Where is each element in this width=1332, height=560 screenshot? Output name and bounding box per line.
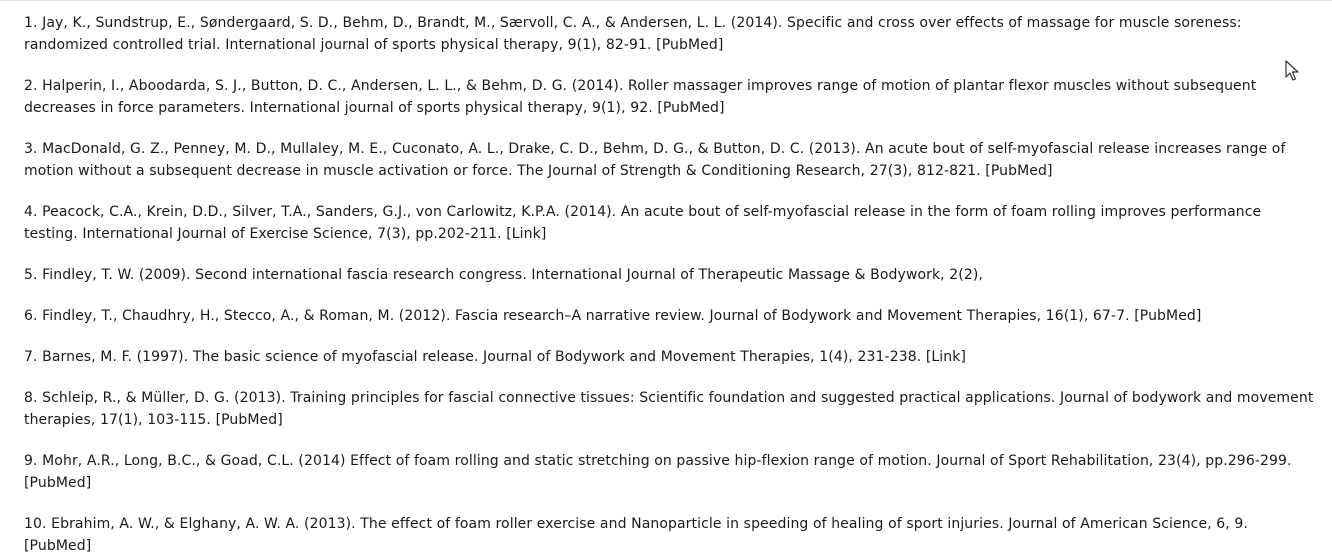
reference-item <box>24 305 1314 327</box>
reference-item <box>24 264 1314 286</box>
reference-number: 5. <box>24 267 38 283</box>
reference-text: Findley, T., Chaudhry, H., Stecco, A., & Roman, M. (2012). Fascia research–A narrative review. Journal of Bodywork and Movement Therapies, 16(1), 67-7. <box>42 308 1130 324</box>
reference-number: 6. <box>24 308 38 324</box>
mouse-cursor-icon <box>1285 60 1299 82</box>
reference-number: 10. <box>24 516 47 532</box>
reference-item <box>24 12 1314 56</box>
reference-item <box>24 387 1314 431</box>
reference-item <box>24 201 1314 245</box>
reference-number: 8. <box>24 390 38 406</box>
reference-text: Jay, K., Sundstrup, E., Søndergaard, S. D., Behm, D., Brandt, M., Særvoll, C. A., & Andersen, L. L. (2014). Specific and cross over effects of massage for muscle soreness: randomized controlled trial. International journal of sports physical therapy, 9(1), 82-91. <box>24 15 1242 53</box>
reference-number: 4. <box>24 204 38 220</box>
reference-item <box>24 138 1314 182</box>
reference-text: Barnes, M. F. (1997). The basic science of myofascial release. Journal of Bodywork and Movement Therapies, 1(4), 231-238. <box>42 349 922 365</box>
reference-item <box>24 75 1314 119</box>
reference-link[interactable]: [PubMed] <box>24 538 92 554</box>
top-divider <box>0 0 1332 1</box>
reference-link[interactable]: [PubMed] <box>985 163 1053 179</box>
reference-number: 1. <box>24 15 38 31</box>
reference-text: Mohr, A.R., Long, B.C., & Goad, C.L. (2014) Effect of foam rolling and static stretching on passive hip-flexion range of motion. Journal of Sport Rehabilitation, 23(4), pp.296-299. <box>42 453 1292 469</box>
reference-number: 2. <box>24 78 38 94</box>
reference-number: 9. <box>24 453 38 469</box>
reference-link[interactable]: [Link] <box>925 349 967 365</box>
reference-number: 7. <box>24 349 38 365</box>
reference-text: Peacock, C.A., Krein, D.D., Silver, T.A., Sanders, G.J., von Carlowitz, K.P.A. (2014). An acute bout of self-myofascial release in the form of foam rolling improves performance testing. International Journal of Exercise Science, 7(3), pp.202-211. <box>24 204 1262 242</box>
reference-text: Halperin, I., Aboodarda, S. J., Button, D. C., Andersen, L. L., & Behm, D. G. (2014). Roller massager improves range of motion of plantar flexor muscles without subsequent decreases in force parameters. International journal of sports physical therapy, 9(1), 92. <box>24 78 1257 116</box>
reference-link[interactable]: [PubMed] <box>656 37 724 53</box>
reference-text: Findley, T. W. (2009). Second international fascia research congress. International Journal of Therapeutic Massage & Bodywork, 2(2), <box>42 267 983 283</box>
reference-text: MacDonald, G. Z., Penney, M. D., Mullaley, M. E., Cuconato, A. L., Drake, C. D., Behm, D. G., & Button, D. C. (2013). An acute bout of self-myofascial release increases range of motion without a subsequent decrease in muscle activation or force. The Journal of Strength & Conditioning Research, 27(3), 812-821. <box>24 141 1286 179</box>
reference-link[interactable]: [PubMed] <box>215 412 283 428</box>
reference-number: 3. <box>24 141 38 157</box>
reference-list <box>24 12 1314 557</box>
reference-item <box>24 346 1314 368</box>
reference-item <box>24 513 1314 557</box>
reference-link[interactable]: [Link] <box>506 226 547 242</box>
reference-text: Schleip, R., & Müller, D. G. (2013). Training principles for fascial connective tissues: Scientific foundation and suggested practical applications. Journal of bodywork and movement therapies, 17(1), 103-115. <box>24 390 1314 428</box>
reference-link[interactable]: [PubMed] <box>24 475 92 491</box>
reference-link[interactable]: [PubMed] <box>1134 308 1202 324</box>
reference-text: Ebrahim, A. W., & Elghany, A. W. A. (2013). The effect of foam roller exercise and Nanoparticle in speeding of healing of sport injuries. Journal of American Science, 6, 9. <box>51 516 1248 532</box>
reference-item <box>24 450 1314 494</box>
reference-link[interactable]: [PubMed] <box>657 100 725 116</box>
